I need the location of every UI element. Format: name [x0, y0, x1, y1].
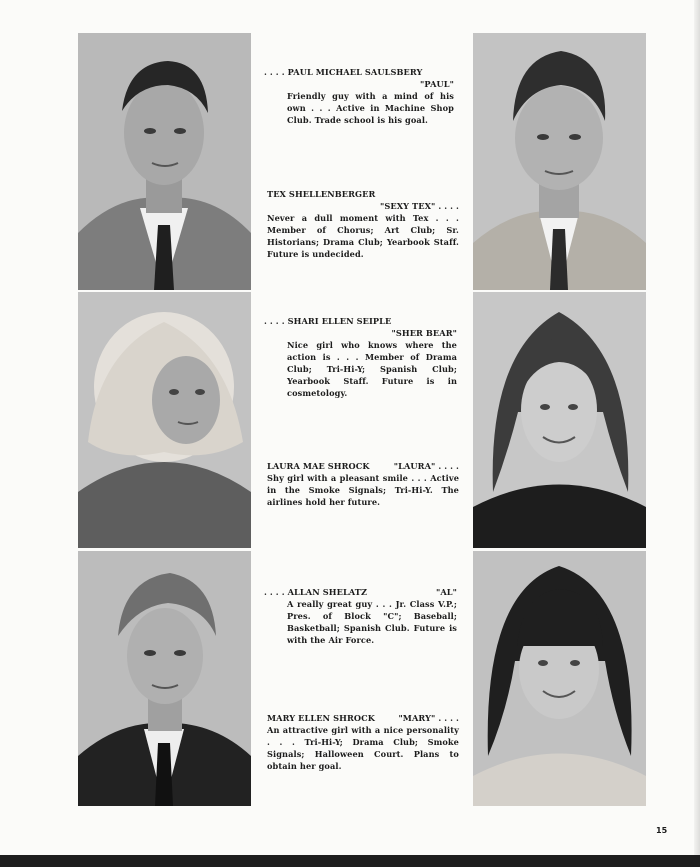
student-nickname: "PAUL"	[420, 79, 454, 89]
senior-entry-mary-shrock	[267, 712, 459, 772]
senior-entry-shari-seiple	[264, 315, 457, 399]
senior-entry-allan-shelatz	[264, 586, 457, 646]
student-name-line	[264, 586, 457, 598]
student-name: . . . . PAUL MICHAEL SAULSBERY	[264, 67, 423, 77]
portrait-photo-tex-shellenberger	[473, 33, 646, 290]
senior-entry-paul-saulsbery	[264, 66, 454, 126]
portrait-photo-allan-shelatz	[78, 551, 251, 806]
student-name-line	[267, 460, 459, 472]
portrait-photo-laura-shrock	[473, 292, 646, 548]
scan-edge-right	[694, 0, 700, 855]
student-name: TEX SHELLENBERGER	[267, 189, 376, 199]
student-name-line	[267, 712, 459, 724]
student-nickname: "SHER BEAR"	[391, 328, 457, 338]
student-description: An attractive girl with a nice personality . . . Tri-Hi-Y; Drama Club; Smoke Signals; Halloween Court. Plans to obtain her goal.	[267, 725, 459, 771]
senior-entry-laura-shrock	[267, 460, 459, 508]
student-name: MARY ELLEN SHROCK	[267, 713, 375, 723]
senior-entry-tex-shellenberger	[267, 188, 459, 260]
student-nickname: "MARY" . . . .	[398, 713, 459, 723]
student-nickname: "AL"	[435, 587, 457, 597]
student-name: LAURA MAE SHROCK	[267, 461, 370, 471]
portrait-photo-paul-saulsbery	[78, 33, 251, 290]
student-name: . . . . ALLAN SHELATZ	[264, 587, 368, 597]
portrait-photo-shari-seiple	[78, 292, 251, 548]
student-description: Nice girl who knows where the action is . . . Member of Drama Club; Tri-Hi-Y; Spanish Club; Yearbook Staff. Future is in cosmetology.	[287, 340, 457, 398]
scan-edge-bottom	[0, 855, 700, 867]
portrait-photo-mary-shrock	[473, 551, 646, 806]
student-description: Friendly guy with a mind of his own . . . Active in Machine Shop Club. Trade school is his goal.	[287, 91, 454, 125]
student-name: . . . . SHARI ELLEN SEIPLE	[264, 316, 392, 326]
student-nickname: "LAURA" . . . .	[393, 461, 459, 471]
student-description: Never a dull moment with Tex . . . Member of Chorus; Art Club; Sr. Historians; Drama Club; Yearbook Staff. Future is undecided.	[267, 213, 459, 259]
student-nickname: "SEXY TEX" . . . .	[379, 201, 459, 211]
student-description: A really great guy . . . Jr. Class V.P.; Pres. of Block "C"; Baseball; Basketball; Spanish Club. Future is with the Air Force.	[287, 599, 457, 645]
page-number: 15	[656, 826, 668, 835]
student-description: Shy girl with a pleasant smile . . . Active in the Smoke Signals; Tri-Hi-Y. The airlines hold her future.	[267, 473, 459, 507]
